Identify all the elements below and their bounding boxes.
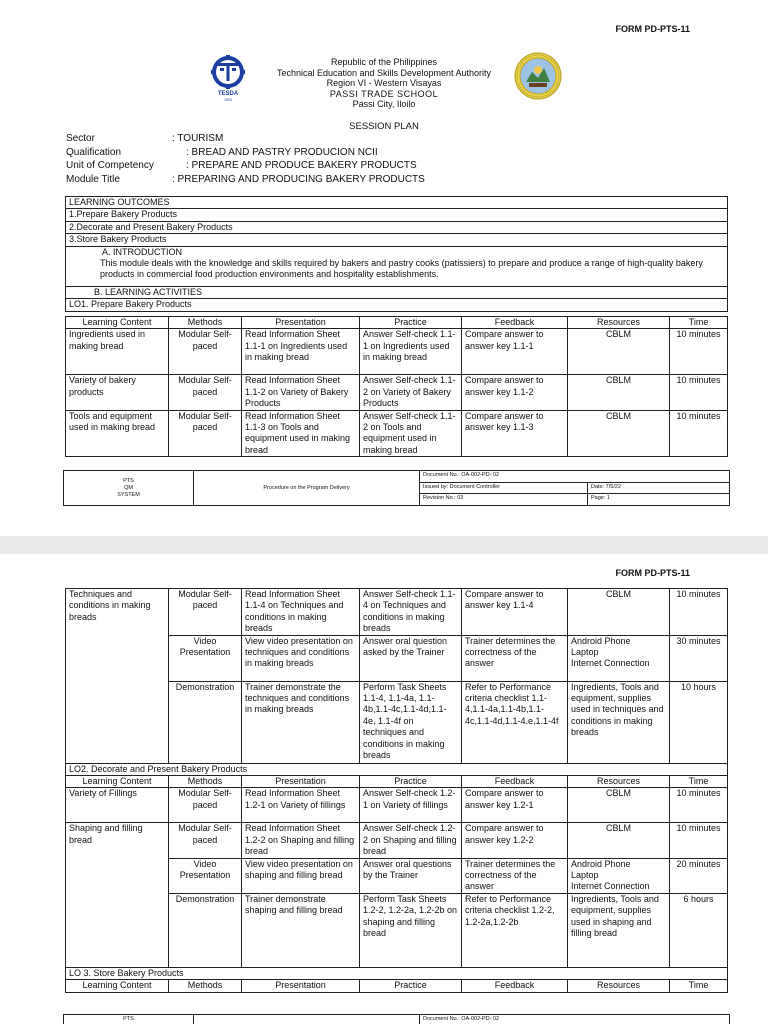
footer-system: SYSTEM — [117, 491, 140, 498]
col-time: Time — [670, 980, 728, 992]
col-learning-content: Learning Content — [66, 776, 169, 788]
introduction-section — [66, 246, 728, 286]
cell-feedback: Compare answer to answer key 1.1-3 — [462, 410, 568, 457]
footer-page: Page: 1 — [588, 494, 730, 506]
region-line: Region VI - Western Visayas — [326, 78, 442, 88]
col-practice: Practice — [360, 980, 462, 992]
cell-practice: Answer Self-check 1.2-2 on Shaping and filling bread — [360, 823, 462, 858]
col-feedback: Feedback — [462, 776, 568, 788]
cell-presentation: Trainer demonstrate the techniques and conditions in making breads — [242, 681, 360, 763]
col-methods: Methods — [169, 776, 242, 788]
table-row — [66, 589, 728, 636]
cell-time: 10 minutes — [670, 329, 728, 375]
footer-pts: PTS — [123, 477, 134, 484]
meta-label: Sector — [66, 133, 95, 144]
cell-resources: Ingredients, Tools and equipment, supplies used in techniques and conditions in making breads — [568, 681, 670, 763]
city-line: Passi City, Iloilo — [352, 99, 416, 109]
meta-qualification — [66, 146, 425, 160]
cell-methods: Modular Self-paced — [169, 589, 242, 636]
meta-value: : TOURISM — [172, 133, 224, 144]
cell-resources: CBLM — [568, 375, 670, 410]
cell-content: Ingredients used in making bread — [66, 329, 169, 375]
cell-content: Variety of Fillings — [66, 788, 169, 823]
footer-procedure: Procedure on the Program Delivery — [194, 471, 420, 506]
learning-outcomes-heading: LEARNING OUTCOMES — [66, 197, 728, 209]
cell-practice: Answer Self-check 1.1-1 on Ingredients used in making bread — [360, 329, 462, 375]
cell-presentation: Read Information Sheet 1.2-2 on Shaping and filling bread — [242, 823, 360, 858]
meta-value: : BREAD AND PASTRY PRODUCION NCII — [186, 146, 378, 158]
cell-methods: Demonstration — [169, 893, 242, 967]
col-learning-content: Learning Content — [66, 317, 169, 329]
cell-methods: Modular Self-paced — [169, 329, 242, 375]
col-feedback: Feedback — [462, 980, 568, 992]
learning-outcome-item: 1.Prepare Bakery Products — [66, 209, 728, 221]
header-block — [0, 57, 768, 110]
meta-label: Module Title — [66, 173, 120, 185]
col-learning-content: Learning Content — [66, 980, 169, 992]
lo2-heading-row — [66, 763, 728, 775]
cell-feedback: Compare answer to answer key 1.2-1 — [462, 788, 568, 823]
meta-value: : PREPARING AND PRODUCING BAKERY PRODUCTS — [172, 173, 425, 185]
meta-label: Unit of Competency — [66, 160, 154, 171]
col-presentation: Presentation — [242, 980, 360, 992]
lo2-heading: LO2. Decorate and Present Bakery Products — [66, 763, 728, 775]
cell-content: Variety of bakery products — [66, 375, 169, 410]
cell-practice: Perform Task Sheets 1.1-4, 1.1-4a, 1.1-4b,1.1-4c,1.1-4d,1.1-4e, 1.1-4f on techniques and conditions in making breads — [360, 681, 462, 763]
cell-practice: Answer Self-check 1.1-2 on Variety of Bakery Products — [360, 375, 462, 410]
cell-feedback: Compare answer to answer key 1.1-1 — [462, 329, 568, 375]
document-footer — [63, 470, 730, 506]
cell-resources: Ingredients, Tools and equipment, supplies used in shaping and filling bread — [568, 893, 670, 967]
cell-time: 10 minutes — [670, 788, 728, 823]
footer-pts: PTS — [64, 1015, 194, 1024]
footer-doc-no: Document No.: OA-002-PD- 02 — [420, 471, 730, 483]
cell-time: 20 minutes — [670, 858, 728, 893]
form-code: FORM PD-PTS-11 — [615, 568, 690, 578]
col-methods: Methods — [169, 980, 242, 992]
session-plan-title: SESSION PLAN — [349, 121, 419, 132]
cell-practice: Perform Task Sheets 1.2-2, 1.2-2a, 1.2-2b on shaping and filling bread — [360, 893, 462, 967]
cell-resources: CBLM — [568, 823, 670, 858]
footer-procedure — [194, 1015, 420, 1024]
cell-time: 6 hours — [670, 893, 728, 967]
learning-outcomes-table — [65, 196, 728, 312]
meta-unit — [66, 159, 425, 173]
col-methods: Methods — [169, 317, 242, 329]
cell-presentation: Read Information Sheet 1.1-1 on Ingredients used in making bread — [242, 329, 360, 375]
cell-resources: CBLM — [568, 410, 670, 457]
col-resources: Resources — [568, 980, 670, 992]
cell-time: 10 minutes — [670, 589, 728, 636]
cell-methods: Modular Self-paced — [169, 823, 242, 858]
cell-feedback: Trainer determines the correctness of the answer — [462, 858, 568, 893]
col-resources: Resources — [568, 776, 670, 788]
cell-presentation: Trainer demonstrate shaping and filling bread — [242, 893, 360, 967]
activities-heading: B. LEARNING ACTIVITIES — [66, 286, 728, 298]
republic-line: Republic of the Philippines — [330, 57, 438, 67]
column-header-row — [66, 980, 728, 992]
column-header-row — [66, 776, 728, 788]
cell-feedback: Compare answer to answer key 1.1-2 — [462, 375, 568, 410]
cell-practice: Answer Self-check 1.1-2 on Tools and equipment used in making bread — [360, 410, 462, 457]
footer-issued-by: Issued by: Document Controller — [420, 482, 588, 494]
introduction-text: This module deals with the knowledge and skills required by bakers and pastry cooks (patissiers) to prepare and produce a range of high-quality bakery products in commercial food production environments and hospitality establishments. — [100, 258, 703, 280]
meta-block — [66, 132, 425, 186]
cell-feedback: Compare answer to answer key 1.2-2 — [462, 823, 568, 858]
table-row — [66, 375, 728, 410]
col-feedback: Feedback — [462, 317, 568, 329]
cell-content: Techniques and conditions in making breads — [66, 589, 169, 764]
footer-revision: Revision No.: 03 — [420, 494, 588, 506]
page-2 — [0, 554, 768, 1024]
meta-value: : PREPARE AND PRODUCE BAKERY PRODUCTS — [186, 160, 417, 171]
cell-time: 30 minutes — [670, 635, 728, 681]
learning-outcome-item: 3.Store Bakery Products — [66, 234, 728, 246]
svg-text:1993: 1993 — [224, 98, 232, 102]
col-presentation: Presentation — [242, 776, 360, 788]
page-separator — [0, 536, 768, 554]
col-practice: Practice — [360, 776, 462, 788]
cell-feedback: Refer to Performance criteria checklist 1.2-2, 1.2-2a,1.2-2b — [462, 893, 568, 967]
cell-resources: CBLM — [568, 589, 670, 636]
cell-resources: Android Phone Laptop Internet Connection — [568, 858, 670, 893]
cell-feedback: Refer to Performance criteria checklist 1.1-4,1.1-4a,1.1-4b,1.1-4c,1.1-4d,1.1-4.e,1.1-4f — [462, 681, 568, 763]
table-row — [66, 823, 728, 858]
meta-sector — [66, 132, 425, 146]
footer-qm: QM — [124, 484, 133, 491]
cell-presentation: Read Information Sheet 1.1-3 on Tools and equipment used in making bread — [242, 410, 360, 457]
col-resources: Resources — [568, 317, 670, 329]
footer-date: Date: 7/5/22 — [588, 482, 730, 494]
cell-time: 10 minutes — [670, 375, 728, 410]
meta-label: Qualification — [66, 146, 122, 158]
column-header-row — [66, 317, 728, 329]
cell-methods: Modular Self-paced — [169, 788, 242, 823]
cell-feedback: Compare answer to answer key 1.1-4 — [462, 589, 568, 636]
document-footer — [63, 1014, 730, 1024]
authority-line: Technical Education and Skills Development Authority — [276, 67, 492, 78]
cell-methods: Demonstration — [169, 681, 242, 763]
col-time: Time — [670, 776, 728, 788]
lo1-continued-table — [65, 588, 728, 993]
cell-presentation: Read Information Sheet 1.1-2 on Variety of Bakery Products — [242, 375, 360, 410]
col-presentation: Presentation — [242, 317, 360, 329]
form-code: FORM PD-PTS-11 — [615, 24, 690, 34]
cell-time: 10 minutes — [670, 823, 728, 858]
school-line: PASSI TRADE SCHOOL — [329, 88, 439, 99]
cell-practice: Answer oral question asked by the Trainer — [360, 635, 462, 681]
cell-methods: Video Presentation — [169, 858, 242, 893]
table-row — [66, 410, 728, 457]
cell-time: 10 hours — [670, 681, 728, 763]
footer-qm-system — [64, 471, 194, 506]
cell-presentation: Read Information Sheet 1.2-1 on Variety of fillings — [242, 788, 360, 823]
footer-doc-no: Document No.: OA-002-PD- 02 — [420, 1015, 730, 1024]
table-row — [66, 788, 728, 823]
cell-methods: Modular Self-paced — [169, 410, 242, 457]
cell-presentation: Read Information Sheet 1.1-4 on Techniques and conditions in making breads — [242, 589, 360, 636]
col-practice: Practice — [360, 317, 462, 329]
col-time: Time — [670, 317, 728, 329]
lo3-heading: LO 3. Store Bakery Products — [66, 967, 728, 979]
lo1-activity-table — [65, 316, 728, 457]
cell-presentation: View video presentation on shaping and filling bread — [242, 858, 360, 893]
cell-time: 10 minutes — [670, 410, 728, 457]
cell-content: Shaping and filling bread — [66, 823, 169, 967]
cell-presentation: View video presentation on techniques and conditions in making breads — [242, 635, 360, 681]
cell-methods: Video Presentation — [169, 635, 242, 681]
cell-practice: Answer Self-check 1.2-1 on Variety of fillings — [360, 788, 462, 823]
cell-resources: CBLM — [568, 329, 670, 375]
svg-text:TESDA: TESDA — [217, 91, 239, 97]
lo3-heading-row — [66, 967, 728, 979]
lo1-heading: LO1. Prepare Bakery Products — [66, 299, 728, 311]
cell-resources: Android Phone Laptop Internet Connection — [568, 635, 670, 681]
introduction-heading: A. INTRODUCTION — [102, 246, 182, 257]
cell-feedback: Trainer determines the correctness of the answer — [462, 635, 568, 681]
cell-resources: CBLM — [568, 788, 670, 823]
table-row — [66, 329, 728, 375]
meta-module — [66, 173, 425, 187]
cell-practice: Answer oral questions by the Trainer — [360, 858, 462, 893]
cell-content: Tools and equipment used in making bread — [66, 410, 169, 457]
cell-practice: Answer Self-check 1.1-4 on Techniques and conditions in making breads — [360, 589, 462, 636]
learning-outcome-item: 2.Decorate and Present Bakery Products — [66, 221, 728, 233]
cell-methods: Modular Self-paced — [169, 375, 242, 410]
